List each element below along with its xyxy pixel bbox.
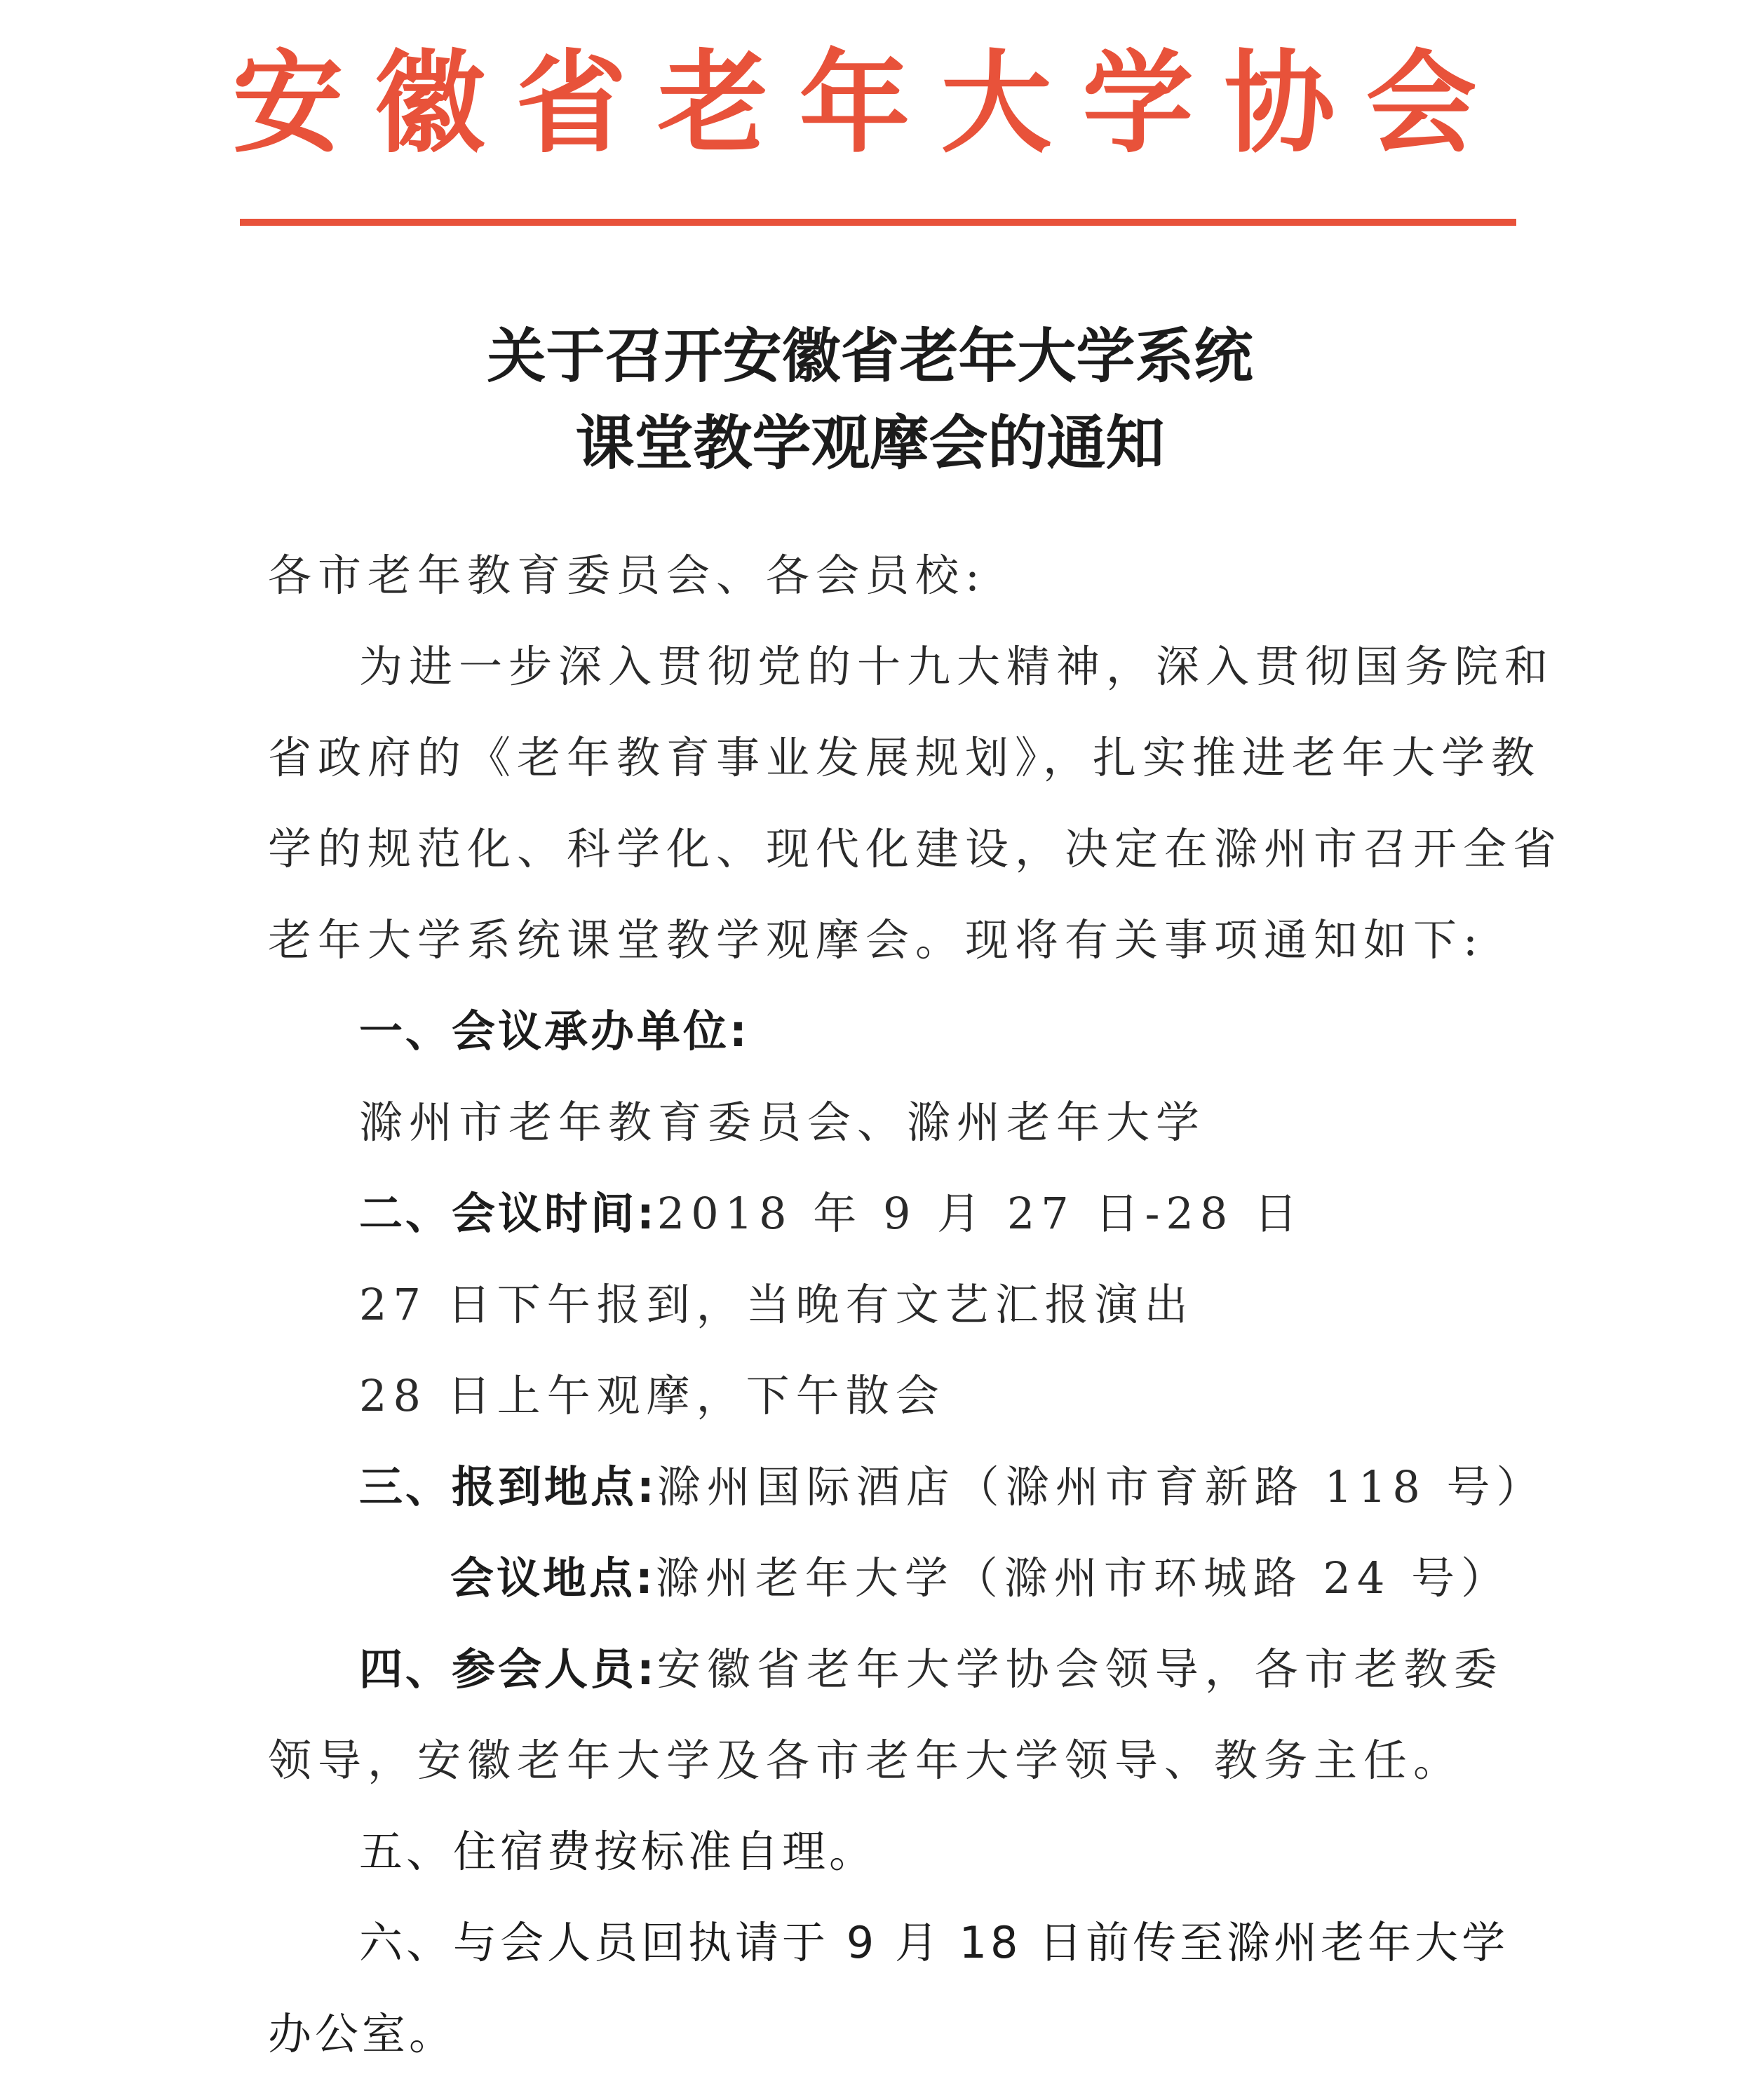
section-3-sub-line (450, 1547, 1511, 1610)
document-title-line-2: 课堂教学观摩会的通知 (575, 408, 1165, 477)
section-6-line-2: 办公室。 (268, 2008, 457, 2059)
intro-line-1: 为进一步深入贯彻党的十九大精神，深入贯彻国务院和 (359, 641, 1555, 692)
section-3-line (359, 1456, 1546, 1519)
section-2-line (359, 1182, 1304, 1245)
section-1-heading: 一、会议承办单位: (359, 1005, 750, 1057)
masthead-divider (240, 219, 1516, 226)
salutation: 各市老年教育委员会、各会员校: (268, 550, 986, 601)
meeting-location-value: 滁州老年大学（滁州市环城路 24 号） (655, 1552, 1511, 1604)
section-2-detail-2: 28 日上午观摩，下午散会 (359, 1370, 945, 1421)
intro-line-4: 老年大学系统课堂教学观摩会。现将有关事项通知如下: (268, 914, 1484, 966)
section-4-heading: 四、参会人员: (359, 1644, 657, 1695)
section-5-text: 五、住宿费按标准自理。 (359, 1826, 877, 1877)
section-4-continuation: 领导，安徽老年大学及各市老年大学领导、教务主任。 (268, 1735, 1464, 1786)
meeting-location-heading: 会议地点: (450, 1552, 656, 1604)
section-6-line-1: 六、与会人员回执请于 9 月 18 日前传至滁州老年大学 (359, 1917, 1509, 1968)
section-4-line (359, 1638, 1504, 1701)
intro-line-2: 省政府的《老年教育事业发展规划》，扎实推进老年大学教 (268, 732, 1542, 783)
section-2-detail-1: 27 日下午报到，当晚有文艺汇报演出 (359, 1279, 1194, 1330)
meeting-time-value: 2018 年 9 月 27 日-28 日 (656, 1188, 1304, 1239)
section-2-heading: 二、会议时间: (359, 1188, 657, 1239)
intro-line-3: 学的规范化、科学化、现代化建设，决定在滁州市召开全省 (268, 823, 1563, 874)
masthead-title: 安徽省老年大学协会 (232, 39, 1508, 168)
registration-location-value: 滁州国际酒店（滁州市育新路 118 号） (656, 1461, 1546, 1512)
section-3-heading: 三、报到地点: (359, 1461, 657, 1512)
section-1-content: 滁州市老年教育委员会、滁州老年大学 (359, 1097, 1206, 1148)
attendees-value: 安徽省老年大学协会领导，各市老教委 (656, 1644, 1504, 1695)
document-title-line-1: 关于召开安徽省老年大学系统 (487, 321, 1253, 391)
